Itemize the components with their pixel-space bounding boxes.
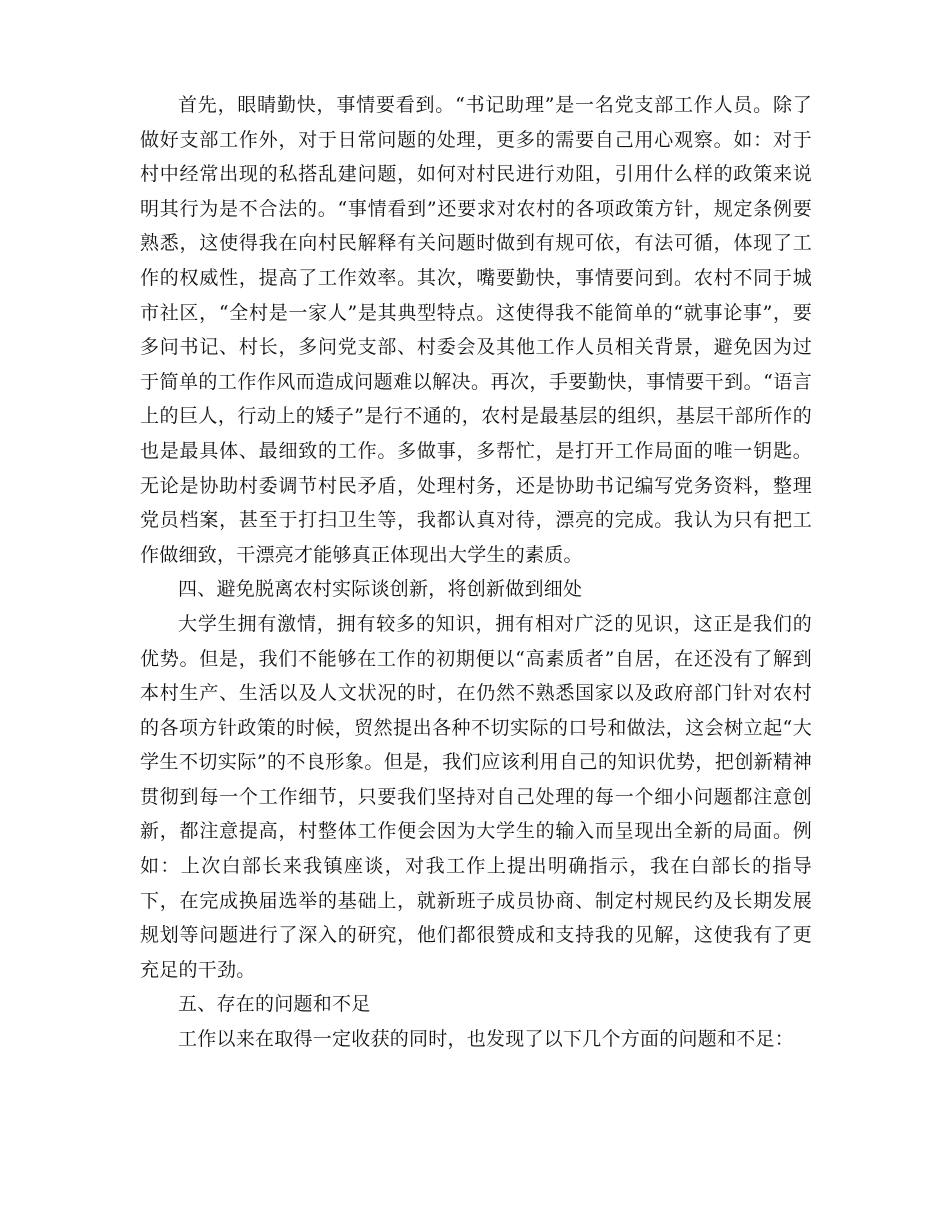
- paragraph-innovation: 大学生拥有激情，拥有较多的知识，拥有相对广泛的见识，这正是我们的优势。但是，我们不能够在工作的初期便以“高素质者”自居，在还没有了解到本村生产、生活以及人文状况的时，在仍然不熟悉国家以及政府部门针对农村的各项方针政策的时候，贸然提出各种不切实际的口号和做法，这会树立起“大学生不切实际”的不良形象。但是，我们应该利用自己的知识优势，把创新精神贯彻到每一个工作细节，只要我们坚持对自己处理的每一个细小问题都注意创新，都注意提高，村整体工作便会因为大学生的输入而呈现出全新的局面。例如：上次白部长来我镇座谈，对我工作上提出明确指示，我在白部长的指导下，在完成换届选举的基础上，就新班子成员协商、制定村规民约及长期发展规划等问题进行了深入的研究，他们都很赞成和支持我的见解，这使我有了更充足的干劲。: [140, 612, 812, 981]
- document-body: [140, 88, 812, 1057]
- section-heading-innovation: 四、避免脱离农村实际谈创新，将创新做到细处: [178, 578, 583, 601]
- paragraph-work-attitude: 首先，眼睛勤快，事情要看到。“书记助理”是一名党支部工作人员。除了做好支部工作外，对于日常问题的处理，更多的需要自己用心观察。如：对于村中经常出现的私搭乱建问题，如何对村民进行劝阻，引用什么样的政策来说明其行为是不合法的。“事情看到”还要求对农村的各项政策方针，规定条例要熟悉，这使得我在向村民解释有关问题时做到有规可依，有法可循，体现了工作的权威性，提高了工作效率。其次，嘴要勤快，事情要问到。农村不同于城市社区，“全村是一家人”是其典型特点。这使得我不能简单的“就事论事”，要多问书记、村长，多问党支部、村委会及其他工作人员相关背景，避免因为过于简单的工作作风而造成问题难以解决。再次，手要勤快，事情要干到。“语言上的巨人，行动上的矮子”是行不通的，农村是最基层的组织，基层干部所作的也是最具体、最细致的工作。多做事，多帮忙，是打开工作局面的唯一钥匙。无论是协助村委调节村民矛盾，处理村务，还是协助书记编写党务资料，整理党员档案，甚至于打扫卫生等，我都认真对待，漂亮的完成。我认为只有把工作做细致，干漂亮才能够真正体现出大学生的素质。: [140, 94, 812, 566]
- section-heading-problems: 五、存在的问题和不足: [178, 993, 371, 1016]
- paragraph-problems-intro: 工作以来在取得一定收获的同时，也发现了以下几个方面的问题和不足：: [178, 1028, 795, 1051]
